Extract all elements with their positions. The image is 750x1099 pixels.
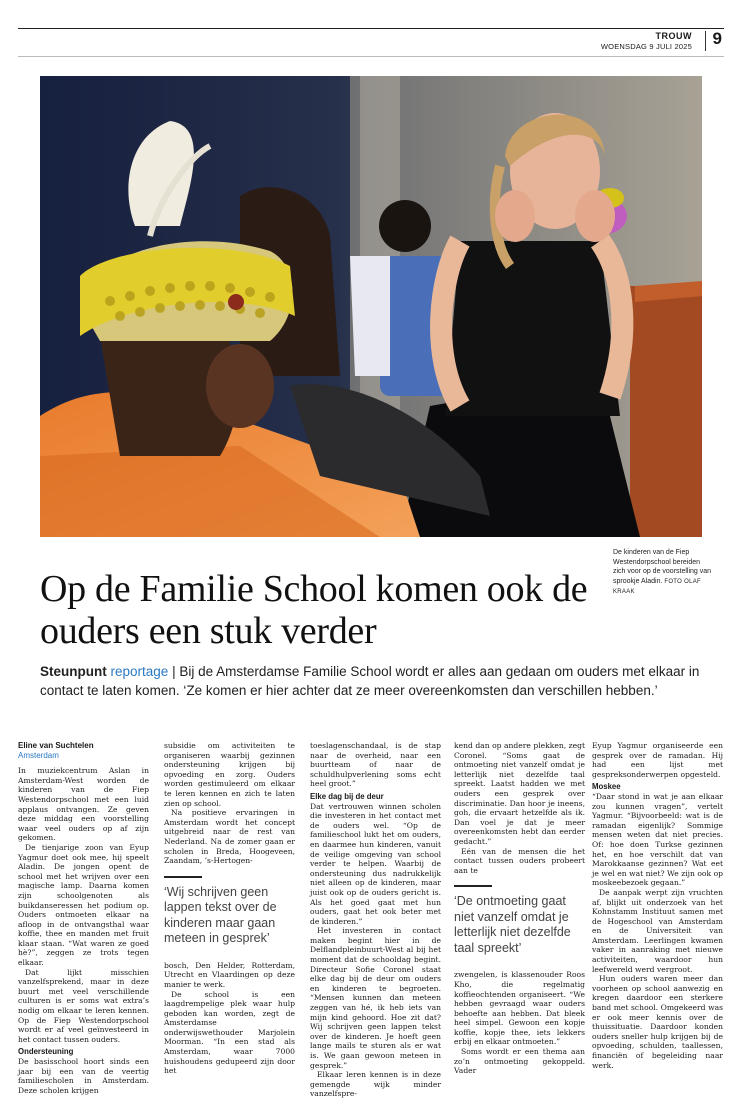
pull-quote	[164, 876, 295, 947]
pull-quote-bar	[454, 885, 492, 887]
photo-illustration	[40, 76, 702, 537]
top-rule	[18, 28, 724, 29]
paragraph: De basisschool hoort sinds een jaar bij een van de veertig familiescholen in Amsterdam. Deze scholen krijgen	[18, 1057, 149, 1095]
column-4	[454, 741, 585, 1076]
column-3	[310, 741, 441, 1099]
article-intro	[40, 662, 700, 700]
page-number: 9	[712, 29, 722, 48]
intro-separator: |	[172, 664, 176, 679]
paragraph: De school is een laagdrempelige plek waar hulp geboden kan worden, zegt de Amsterdamse onderwijswethouder Marjolein Moorman. “In een stad als Amsterdam, waar 7000 huishoudens gedupeerd zijn door het	[164, 989, 295, 1076]
article-photo	[40, 76, 702, 537]
intro-section: reportage	[110, 664, 169, 679]
paragraph: zwengelen, is klassenouder Roos Kho, die regelmatig koffieochtenden organiseert. “We hebben gevraagd waar ouders behoefte aan hebben. Dat bleek heel simpel. Gewoon een kopje koffie, kopje thee, iets lekkers erbij en elkaar ontmoeten.”	[454, 970, 585, 1047]
photo-caption	[613, 548, 713, 598]
paragraph: Soms wordt er een thema aan zo’n ontmoeting gekoppeld. Vader	[454, 1047, 585, 1076]
photo-credit: FOTO OLAF KRAAK	[613, 578, 701, 595]
paragraph: Na positieve ervaringen in Amsterdam wordt het concept uitgebreid naar de rest van Nederland. Na de zomer gaan er scholen in Breda, Hoogeveen, Zaandam, ’s-Hertogen-	[164, 808, 295, 866]
masthead-rule	[18, 56, 724, 57]
article-headline: Op de Familie School komen ook de ouders een stuk verder	[40, 568, 588, 652]
masthead-divider	[705, 31, 706, 51]
pull-quote-text: ‘De ontmoeting gaat niet vanzelf omdat je letterlijk niet dezelfde taal spreekt’	[454, 894, 571, 955]
pull-quote-text: ‘Wij schrijven geen lappen tekst over de kinderen maar gaan meteen in gesprek’	[164, 884, 277, 946]
paragraph: toeslagenschandaal, is de stap naar de overheid, naar een buurtteam of naar de schuldhulpverlening soms echt heel groot.”	[310, 741, 441, 789]
byline-author: Eline van Suchtelen	[18, 741, 94, 750]
paragraph: Elkaar leren kennen is in deze gemengde wijk minder vanzelfspre-	[310, 1070, 441, 1099]
paragraph: Het investeren in contact maken begint hier in de Delflandpleinbuurt-West al bij het moment dat de schooldag begint. Directeur Sofie Coronel staat elke dag bij de deur om ouders en kinderen te begroeten. “Mensen kunnen dan meteen zeggen van hé, ik heb iets van mijn kind gehoord. Hoe zit dat? Wij schrijven geen lappen tekst over de kinderen. Je hoeft geen lange mails te sturen als er wat is. We gaan gewoon meteen in gesprek.”	[310, 926, 441, 1070]
paragraph: kend dan op andere plekken, zegt Coronel. “Soms gaat de ontmoeting niet vanzelf omdat je letterlijk niet dezelfde taal spreekt. Laatst hadden we met ouders een gesprek over discriminatie. Dan hoor je ineens, goh, die ervaart hetzelfde als ik. Dan voel je dat je meer overeenkomsten hebt dan eerder gedacht.”	[454, 741, 585, 846]
caption-text: De kinderen van de Fiep Westendorpschool bereiden zich voor op de voorstelling van sprookje Aladin.	[613, 549, 712, 585]
paragraph: bosch, Den Helder, Rotterdam, Utrecht en Vlaardingen op deze manier te werk.	[164, 960, 295, 989]
intro-kicker: Steunpunt	[40, 664, 107, 679]
byline-location: Amsterdam	[18, 750, 59, 760]
column-1	[18, 741, 149, 1095]
paragraph: Hun ouders waren meer dan voorheen op school aanwezig en kregen daardoor een sterkere band met school. Omgekeerd was er ook meer kennis over de thuissituatie. Daardoor konden ouders sneller hulp krijgen bij de opvoeding, schulden, taallessen, financiën of begeleiding naar werk.	[592, 974, 723, 1070]
masthead	[601, 31, 692, 51]
pull-quote-bar	[164, 876, 202, 878]
paragraph: subsidie om activiteiten te organiseren waarbij gezinnen ondersteuning krijgen bij opvoeding en zorg. Ouders worden gestimuleerd om elkaar te leren kennen en zich te laten zien op school.	[164, 741, 295, 808]
subheading: Elke dag bij de deur	[310, 791, 384, 801]
paragraph: Eyup Yagmur organiseerde een gesprek over de ramadan. Hij had een lijst met gespreksonderwerpen opgesteld.	[592, 741, 723, 779]
issue-date: WOENSDAG 9 JULI 2025	[600, 42, 692, 51]
column-5	[592, 741, 723, 1070]
intro-text: Bij de Amsterdamse Familie School wordt er alles aan gedaan om ouders met elkaar in contact te laten komen. ‘Ze komen er hier achter dat ze meer overeenkomsten dan verschillen hebben.’	[40, 664, 700, 698]
paragraph: Dat vertrouwen winnen scholen die investeren in het contact met de ouders wel. “Op de familieschool lukt het om ouders, en daarmee hun kinderen, vanuit de veilige omgeving van school verder te helpen. Waarbij de ondersteuning dus nadrukkelijk niet alleen op de kinderen, maar juist ook op de ouders gericht is. Als het goed gaat met hun ouders, gaat het ook beter met de kinderen.”	[310, 801, 441, 926]
subheading: Moskee	[592, 782, 621, 792]
paragraph: In muziekcentrum Aslan in Amsterdam-West worden de kinderen van de Fiep Westendorpschool met een luid applaus ontvangen. Ze geven deze middag een voorstelling waar veel ouders op af zijn gekomen.	[18, 766, 149, 843]
paragraph: “Daar stond in wat je aan elkaar zou kunnen vragen”, vertelt Yagmur. “Bijvoorbeeld: wat is de ramadan eigenlijk? Sommige mensen weten dat niet precies. Of: hoe doen Turkse gezinnen het, en hoe verschilt dat van Marokkaanse gezinnen? Wat eet je wel en wat niet? We zijn ook op moskeebezoek gegaan.”	[592, 791, 723, 888]
pull-quote	[454, 885, 585, 956]
paragraph: De tienjarige zoon van Eyup Yagmur doet ook mee, hij speelt Aladin. De jongen opent de school met het wrijven over een magische lamp. Daarna komen zijn schoolgenoten als buikdanseressen het podium op. Ouders ontmoeten elkaar na afloop in de ontvangsthal waar koffie, thee en manden met fruit klaar staan. “Wat waren ze goed hè?”, zeggen ze trots tegen elkaar.	[18, 842, 149, 968]
column-2	[164, 741, 295, 1076]
paragraph: Dat lijkt misschien vanzelfsprekend, maar in deze buurt met veel verschillende culturen is er soms wat extra’s nodig om elkaar te leren kennen. Op de Fiep Westendorpschool wordt er af veel geïnvesteerd in het contact tussen ouders.	[18, 967, 149, 1044]
paragraph: Eén van de mensen die het contact tussen ouders probeert aan te	[454, 846, 585, 875]
subheading: Ondersteuning	[18, 1047, 74, 1057]
newspaper-name: TROUW	[655, 31, 692, 41]
paragraph: De aanpak werpt zijn vruchten af, blijkt uit onderzoek van het Kohnstamm Instituut samen met de Hogeschool van Amsterdam en de Universiteit van Amsterdam. Leerlingen kwamen vaker in aanraking met nieuwe activiteiten, waardoor hun leefwereld werd vergroot.	[592, 887, 723, 974]
